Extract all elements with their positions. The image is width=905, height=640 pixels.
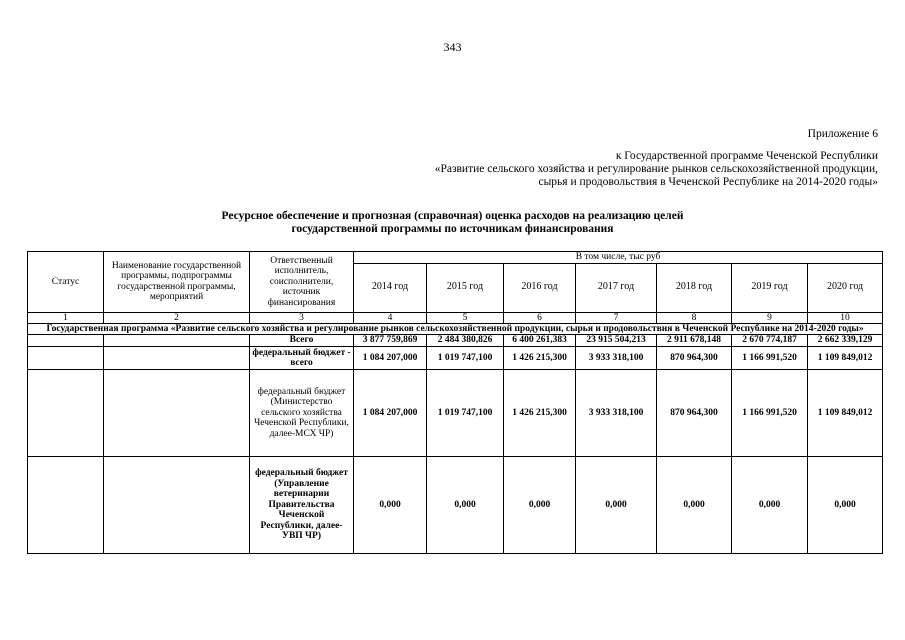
value-cell: 0,000 — [732, 457, 808, 554]
value-cell: 1 084 207,000 — [354, 370, 427, 457]
value-cell: 0,000 — [504, 457, 576, 554]
table-row — [28, 335, 883, 347]
header-year: 2017 год — [576, 263, 657, 312]
status-cell — [28, 457, 104, 554]
value-cell: 1 166 991,520 — [732, 347, 808, 370]
column-numbers-row — [28, 312, 883, 324]
name-cell — [104, 347, 250, 370]
value-cell: 3 877 759,869 — [354, 335, 427, 347]
header-year: 2014 год — [354, 263, 427, 312]
appendix-subtitle — [435, 150, 878, 189]
source-cell: федеральный бюджет - всего — [250, 347, 354, 370]
value-cell: 2 484 380,826 — [427, 335, 504, 347]
value-cell: 23 915 504,213 — [576, 335, 657, 347]
page-number: 343 — [443, 40, 462, 54]
header-status: Статус — [28, 252, 104, 313]
value-cell: 1 426 215,300 — [504, 347, 576, 370]
header-year: 2015 год — [427, 263, 504, 312]
table-row — [28, 347, 883, 370]
value-cell: 870 964,300 — [657, 347, 732, 370]
name-cell — [104, 370, 250, 457]
value-cell: 1 109 849,012 — [808, 370, 883, 457]
program-title: Государственная программа «Развитие сельского хозяйства и регулирование рынков сельскохозяйственной продукции, сырья и продовольствия в Чеченской Республике на 2014-2020 годы» — [28, 324, 883, 335]
column-number: 2 — [104, 312, 250, 324]
resource-table — [27, 251, 883, 554]
value-cell: 870 964,300 — [657, 370, 732, 457]
status-cell — [28, 370, 104, 457]
table-row — [28, 457, 883, 554]
value-cell: 0,000 — [808, 457, 883, 554]
table-row — [28, 370, 883, 457]
status-cell — [28, 335, 104, 347]
column-number: 3 — [250, 312, 354, 324]
header-name: Наименование государственной программы, подпрограммы государственной программы, мероприятий — [104, 252, 250, 313]
header-year: 2020 год — [808, 263, 883, 312]
column-number: 9 — [732, 312, 808, 324]
source-cell: федеральный бюджет (Управление ветеринарии Правительства Чеченской Республики, далее-УВП ЧР) — [250, 457, 354, 554]
column-number: 1 — [28, 312, 104, 324]
appendix-title: Приложение 6 — [807, 128, 878, 140]
column-number: 8 — [657, 312, 732, 324]
name-cell — [104, 335, 250, 347]
value-cell: 2 670 774,187 — [732, 335, 808, 347]
value-cell: 2 911 678,148 — [657, 335, 732, 347]
value-cell: 1 019 747,100 — [427, 370, 504, 457]
value-cell: 6 400 261,383 — [504, 335, 576, 347]
document-title-line: Ресурсное обеспечение и прогнозная (справочная) оценка расходов на реализацию целей — [221, 210, 684, 222]
value-cell: 0,000 — [354, 457, 427, 554]
value-cell: 1 084 207,000 — [354, 347, 427, 370]
appendix-line: «Развитие сельского хозяйства и регулирование рынков сельскохозяйственной продукции, — [434, 163, 878, 175]
document-title — [0, 210, 905, 236]
column-number: 5 — [427, 312, 504, 324]
column-number: 6 — [504, 312, 576, 324]
column-number: 10 — [808, 312, 883, 324]
header-year: 2018 год — [657, 263, 732, 312]
value-cell: 1 166 991,520 — [732, 370, 808, 457]
source-cell: Всего — [250, 335, 354, 347]
appendix-line: к Государственной программе Чеченской Республики — [615, 150, 878, 162]
value-cell: 1 019 747,100 — [427, 347, 504, 370]
name-cell — [104, 457, 250, 554]
source-cell: федеральный бюджет (Министерство сельского хозяйства Чеченской Республики, далее-МСХ ЧР) — [250, 370, 354, 457]
document-title-line: государственной программы по источникам финансирования — [291, 223, 614, 235]
header-including: В том числе, тыс руб — [354, 252, 883, 264]
column-number: 7 — [576, 312, 657, 324]
appendix-line: сырья и продовольствия в Чеченской Республике на 2014-2020 годы» — [538, 176, 878, 188]
value-cell: 3 933 318,100 — [576, 370, 657, 457]
value-cell: 0,000 — [657, 457, 732, 554]
header-year: 2016 год — [504, 263, 576, 312]
value-cell: 0,000 — [576, 457, 657, 554]
value-cell: 1 426 215,300 — [504, 370, 576, 457]
status-cell — [28, 347, 104, 370]
header-year: 2019 год — [732, 263, 808, 312]
value-cell: 1 109 849,012 — [808, 347, 883, 370]
value-cell: 3 933 318,100 — [576, 347, 657, 370]
value-cell: 0,000 — [427, 457, 504, 554]
program-row — [28, 324, 883, 335]
value-cell: 2 662 339,129 — [808, 335, 883, 347]
column-number: 4 — [354, 312, 427, 324]
header-responsible: Ответственный исполнитель, соисполнители, источник финансирования — [250, 252, 354, 313]
